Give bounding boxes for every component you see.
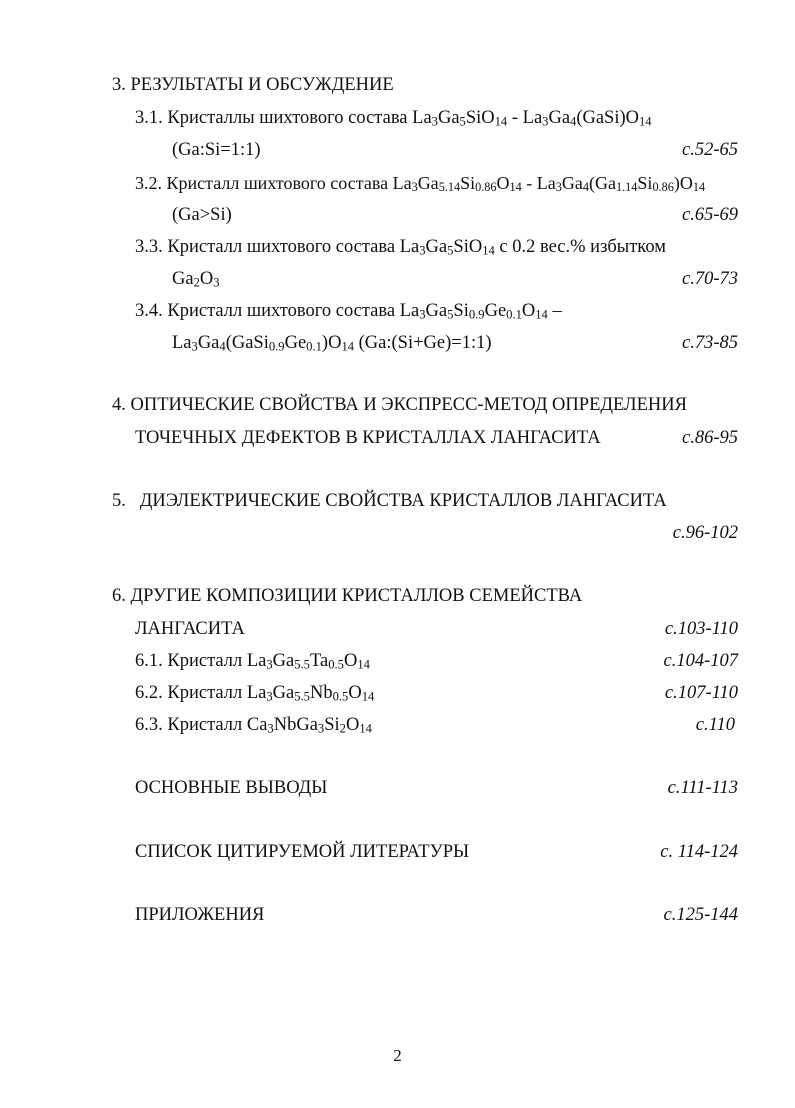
page-ref-6-2: с.107-110 (664, 683, 738, 703)
toc-appendix: ПРИЛОЖЕНИЯ (135, 905, 265, 925)
toc-item-3-2-prefix: 3.2. Кристалл шихтового состава (135, 173, 393, 193)
formula: $La_3Ga_5Si_{0.9}Ge_{0.1}O_{14}$ (399, 301, 548, 322)
toc-item-3-4-suffix: (Ga:(Si+Ge)=1:1) (354, 333, 492, 353)
formula: $La_3Ga_4(GaSi_{0.9}Ge_{0.1})O_{14}$ (172, 333, 355, 354)
section-6-heading: 6. ДРУГИЕ КОМПОЗИЦИИ КРИСТАЛЛОВ СЕМЕЙСТВА (112, 586, 583, 606)
page-ref-references: с. 114-124 (660, 842, 738, 862)
page-ref-conclusions: с.111-113 (667, 778, 738, 798)
formula: $La_3Ga_5SiO_{14}$ (399, 237, 495, 258)
toc-item-6-1 (135, 650, 370, 672)
page-ref-6: с.103-110 (664, 619, 738, 639)
toc-item-6-3-prefix: 6.3. Кристалл (135, 715, 247, 735)
page-ref-appendix: с.125-144 (663, 905, 738, 925)
toc-item-3-3-prefix: 3.3. Кристалл шихтового состава (135, 237, 400, 257)
toc-references: СПИСОК ЦИТИРУЕМОЙ ЛИТЕРАТУРЫ (135, 842, 470, 862)
toc-item-6-3 (135, 714, 372, 736)
toc-item-3-2-line2: (Ga>Si) (172, 205, 232, 225)
formula: $La_3Ga_5SiO_{14}$ (412, 108, 508, 129)
formula: $Ca_3NbGa_3Si_2O_{14}$ (246, 715, 372, 736)
page-ref-3-4: с.73-85 (682, 333, 738, 353)
section-6-heading-line2: ЛАНГАСИТА (135, 619, 245, 639)
section-4-heading: 4. ОПТИЧЕСКИЕ СВОЙСТВА И ЭКСПРЕСС-МЕТОД ОПРЕДЕЛЕНИЯ (112, 395, 687, 415)
page-ref-5: с.96-102 (672, 523, 738, 543)
page-number: 2 (393, 1046, 402, 1065)
toc-item-3-1 (135, 107, 652, 129)
dash: – (547, 301, 562, 321)
toc-item-3-4 (135, 300, 562, 322)
toc-conclusions: ОСНОВНЫЕ ВЫВОДЫ (135, 778, 328, 798)
formula: $Ga_2O_3$ (172, 269, 220, 290)
toc-item-6-1-prefix: 6.1. Кристалл (135, 651, 247, 671)
formula: $La_3Ga_4(GaSi)O_{14}$ (522, 108, 652, 129)
page-ref-6-1: с.104-107 (663, 651, 738, 671)
toc-item-3-2 (135, 172, 705, 194)
separator: - (521, 173, 537, 193)
toc-item-3-3-suffix: с 0.2 вес.% избытком (494, 237, 666, 257)
formula: $La_3Ga_{5.5}Ta_{0.5}O_{14}$ (246, 651, 370, 672)
formula: $La_3Ga_{5.14}Si_{0.86}O_{14}$ (392, 173, 522, 195)
section-5-heading: 5. ДИЭЛЕКТРИЧЕСКИЕ СВОЙСТВА КРИСТАЛЛОВ ЛАНГАСИТА (112, 491, 667, 511)
page-ref-3-3: с.70-73 (682, 269, 738, 289)
separator: - (507, 108, 523, 128)
toc-item-3-3-line2 (172, 268, 220, 290)
toc-item-3-1-prefix: 3.1. Кристаллы шихтового состава (135, 108, 413, 128)
page-ref-4: с.86-95 (682, 428, 738, 448)
toc-item-6-2 (135, 682, 374, 704)
section-4-heading-line2: ТОЧЕЧНЫХ ДЕФЕКТОВ В КРИСТАЛЛАХ ЛАНГАСИТА (135, 428, 601, 448)
page-ref-3-2: с.65-69 (682, 205, 738, 225)
toc-item-3-4-prefix: 3.4. Кристалл шихтового состава (135, 301, 400, 321)
toc-item-3-4-line2 (172, 332, 492, 354)
page-ref-6-3: с.110 (695, 715, 735, 735)
formula: $La_3Ga_4(Ga_{1.14}Si_{0.86})O_{14}$ (536, 173, 706, 195)
formula: $La_3Ga_{5.5}Nb_{0.5}O_{14}$ (246, 683, 375, 704)
toc-item-6-2-prefix: 6.2. Кристалл (135, 683, 247, 703)
section-3-heading: 3. РЕЗУЛЬТАТЫ И ОБСУЖДЕНИЕ (112, 75, 394, 95)
toc-item-3-1-line2: (Ga:Si=1:1) (172, 140, 261, 160)
toc-item-3-3 (135, 236, 666, 258)
page-ref-3-1: с.52-65 (682, 140, 738, 160)
